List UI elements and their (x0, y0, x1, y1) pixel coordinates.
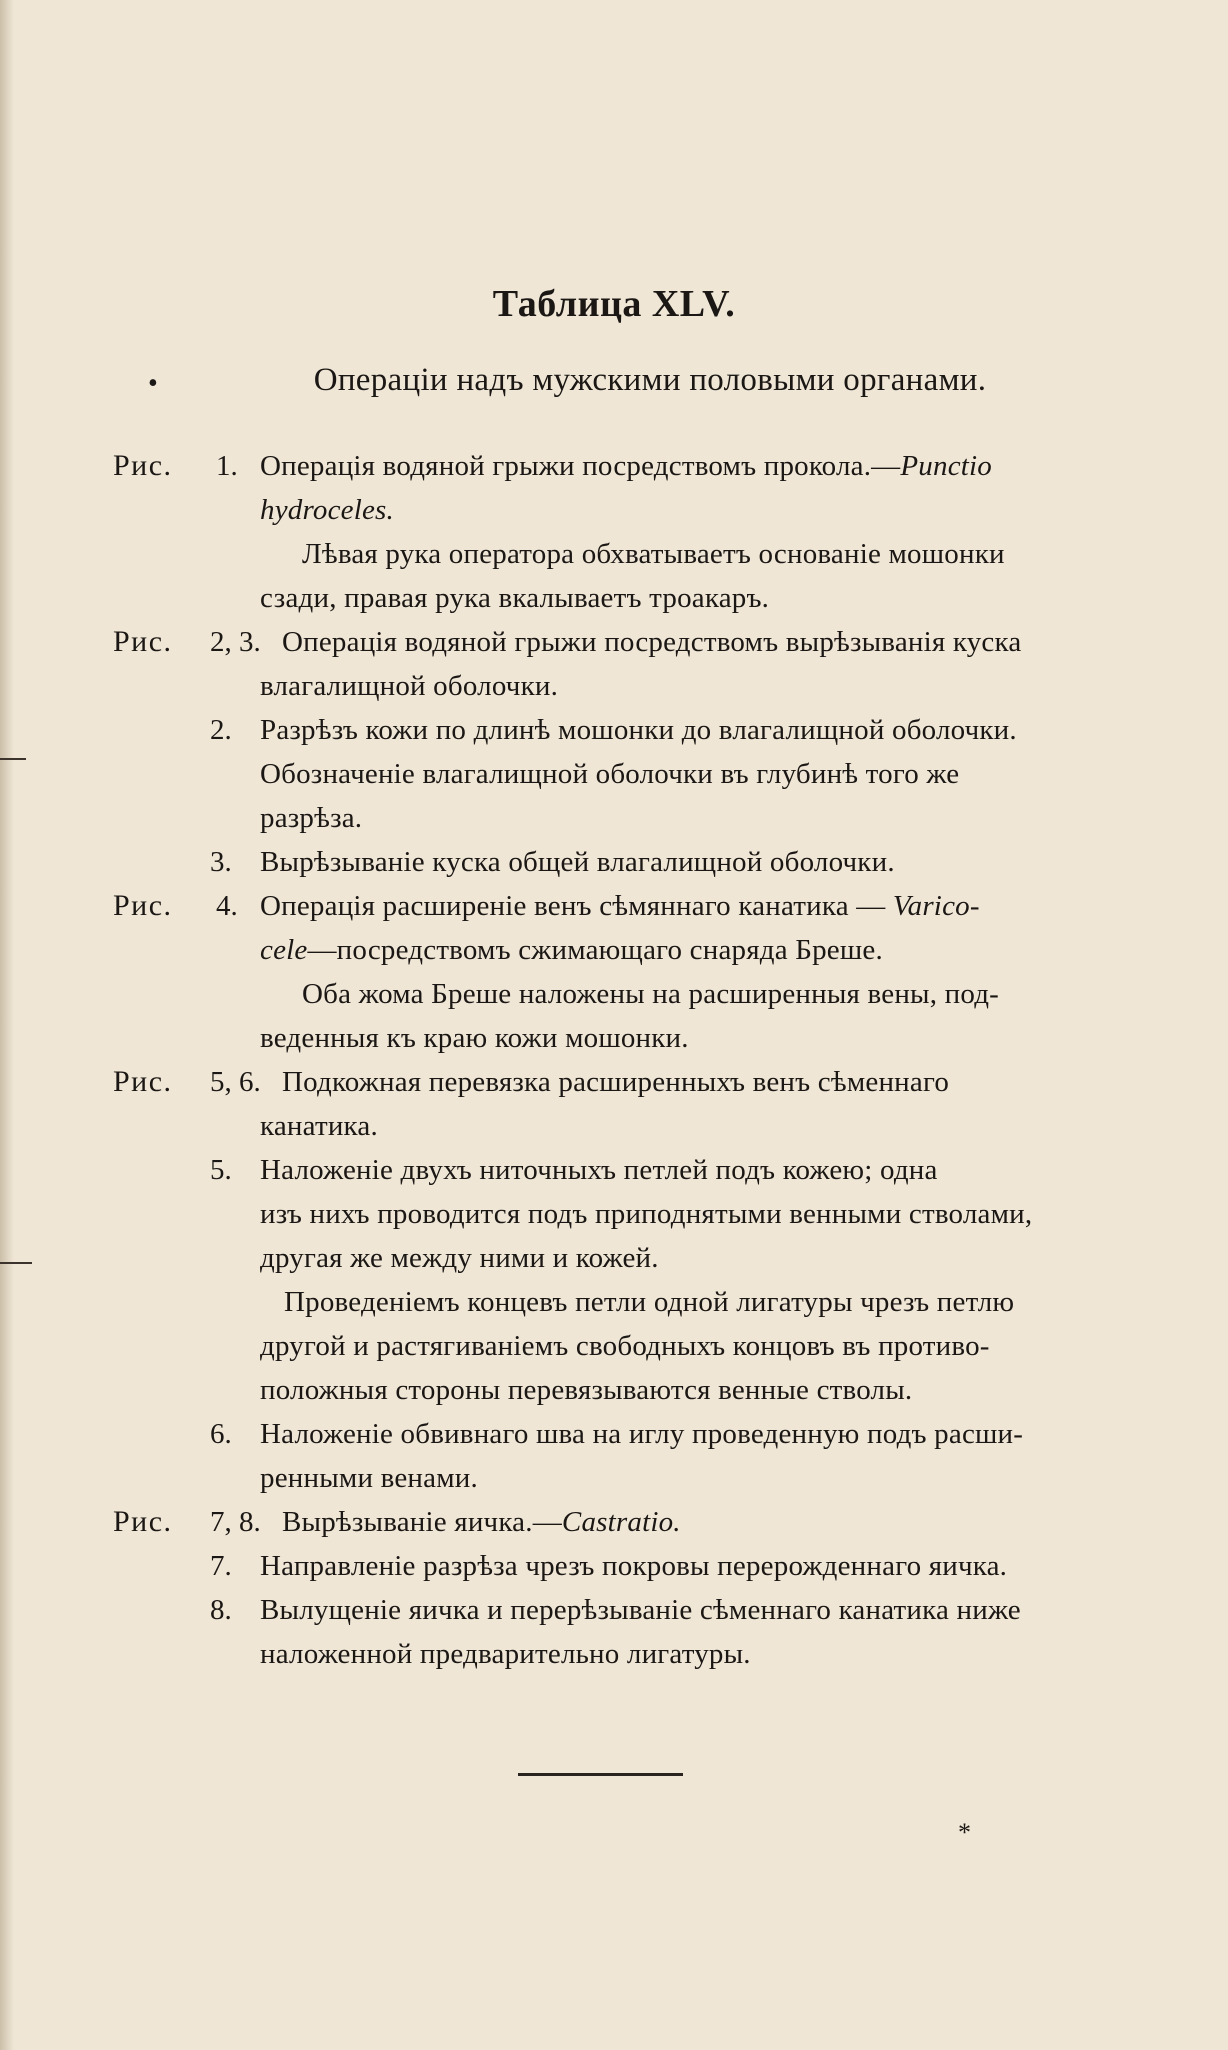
item-number: 7. (210, 1550, 232, 1582)
text-line: сзади, правая рука вкалываетъ троакаръ. (260, 582, 770, 614)
bullet-mark: • (148, 368, 158, 399)
item-number: 2. (210, 714, 232, 746)
item-number: 5. (210, 1154, 232, 1186)
figure-label: Рис. (113, 1065, 173, 1098)
figure-label: Рис. (113, 889, 173, 922)
figure-number: 7, 8. (210, 1506, 261, 1538)
text-line: Наложеніе обвивнаго шва на иглу проведенную подъ расши- (260, 1418, 1024, 1450)
text-line: веденныя къ краю кожи мошонки. (260, 1022, 689, 1054)
figure-number: 4. (216, 890, 238, 922)
text-line: Наложеніе двухъ ниточныхъ петлей подъ кожею; одна (260, 1154, 938, 1186)
item-number: 6. (210, 1418, 232, 1450)
text-line: Вырѣзываніе куска общей влагалищной оболочки. (260, 846, 895, 878)
text-line: Направленіе разрѣза чрезъ покровы перерожденнаго яичка. (260, 1550, 1008, 1582)
text-line: влагалищной оболочки. (260, 670, 559, 702)
margin-mark (0, 1262, 32, 1264)
text-line: Операція водяной грыжи посредствомъ вырѣзыванія куска (282, 626, 1022, 658)
asterisk-mark: * (958, 1818, 971, 1847)
figure-label: Рис. (113, 1505, 173, 1538)
text-line: канатика. (260, 1110, 378, 1142)
section-divider (518, 1773, 683, 1776)
figure-number: 1. (216, 450, 238, 482)
figure-number: 5, 6. (210, 1066, 261, 1098)
text-line: Операція расширеніе венъ сѣмяннаго канатика — Varico- (260, 890, 980, 922)
text-line: Вырѣзываніе яичка.—Castratio. (282, 1506, 681, 1538)
text-line: Оба жома Бреше наложены на расширенныя вены, под- (302, 978, 1000, 1010)
text-line: другая же между ними и кожей. (260, 1242, 659, 1274)
text-line: ренными венами. (260, 1462, 478, 1494)
text-line: разрѣза. (260, 802, 363, 834)
margin-mark (0, 758, 26, 760)
figure-label: Рис. (113, 449, 173, 482)
table-subtitle: Операціи надъ мужскими половыми органами. (313, 362, 987, 398)
text-line: положныя стороны перевязываются венные стволы. (260, 1374, 913, 1406)
figure-label: Рис. (113, 625, 173, 658)
text-line: другой и растягиваніемъ свободныхъ концовъ въ противо- (260, 1330, 990, 1362)
text-line: hydroceles. (260, 494, 394, 526)
text-line: cele—посредствомъ сжимающаго снаряда Бреше. (260, 934, 883, 966)
item-number: 8. (210, 1594, 232, 1626)
text-line: Операція водяной грыжи посредствомъ прокола.—Punctio (260, 450, 992, 482)
text-line: Подкожная перевязка расширенныхъ венъ сѣменнаго (282, 1066, 950, 1098)
text-line: изъ нихъ проводится подъ приподнятыми венными стволами, (260, 1198, 1033, 1230)
text-line: Обозначеніе влагалищной оболочки въ глубинѣ того же (260, 758, 960, 790)
item-number: 3. (210, 846, 232, 878)
text-line: Проведеніемъ концевъ петли одной лигатуры чрезъ петлю (284, 1286, 1015, 1318)
text-line: Вылущеніе яичка и перерѣзываніе сѣменнаго канатика ниже (260, 1594, 1021, 1626)
figure-number: 2, 3. (210, 626, 261, 658)
text-line: наложенной предварительно лигатуры. (260, 1638, 751, 1670)
text-line: Лѣвая рука оператора обхватываетъ основаніе мошонки (302, 538, 1005, 570)
text-line: Разрѣзъ кожи по длинѣ мошонки до влагалищной оболочки. (260, 714, 1017, 746)
table-title: Таблица XLV. (492, 283, 736, 325)
